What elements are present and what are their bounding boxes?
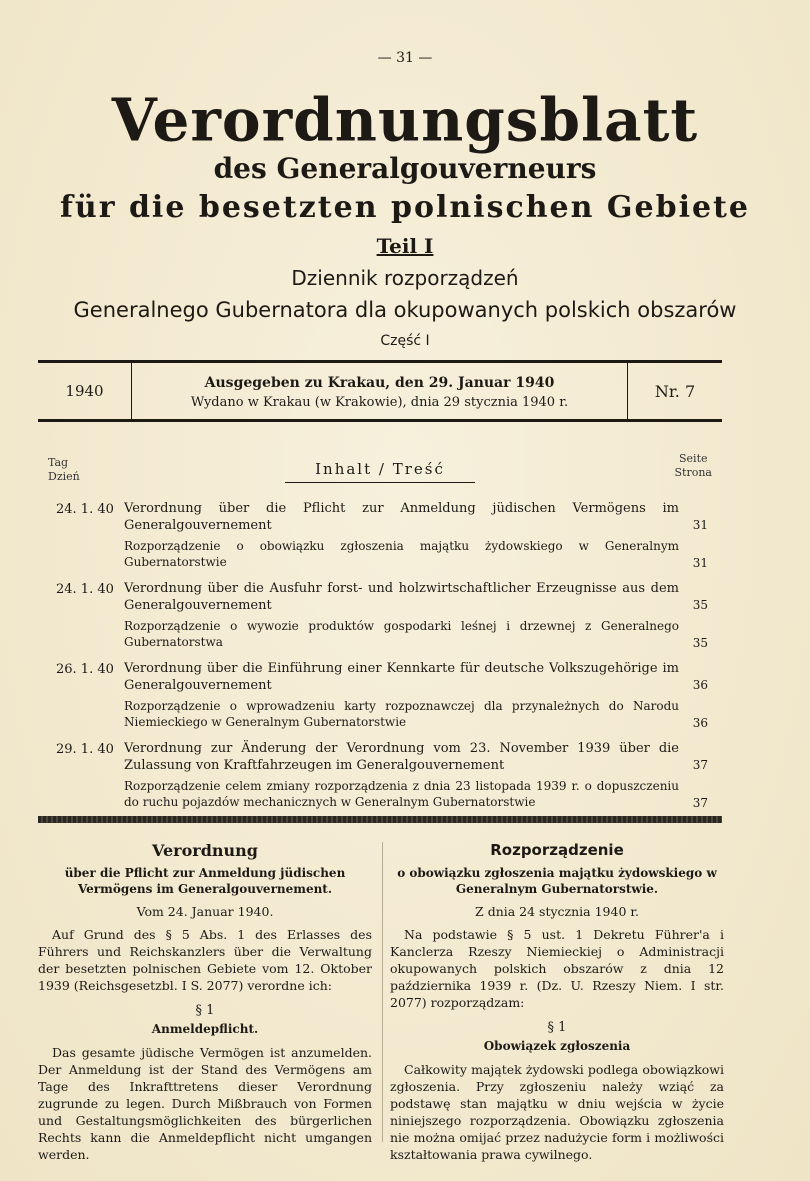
toc-entry-date: 24. 1. 40 <box>56 582 114 597</box>
toc-entry-polish: Rozporządzenie o obowiązku zgłoszenia majątku żydowskiego w Generalnym Gubernatorstwie <box>124 539 679 569</box>
toc-entry <box>38 660 722 740</box>
toc-entry <box>38 580 722 660</box>
toc-entry-german-page: 36 <box>692 678 708 692</box>
issue-number: Nr. 7 <box>654 381 696 401</box>
toc-entry-polish-page: 31 <box>692 556 708 570</box>
toc-entry-polish-page: 36 <box>692 716 708 730</box>
column-divider <box>382 842 383 1142</box>
table-of-contents <box>38 500 722 820</box>
toc-entry-german: Verordnung zur Änderung der Verordnung vom 23. November 1939 über die Zulassung von Kraftfahrzeugen im Generalgouvernement <box>124 741 679 773</box>
toc-entry-date: 29. 1. 40 <box>56 742 114 757</box>
german-decree-date: Vom 24. Januar 1940. <box>136 904 274 919</box>
toc-title: Inhalt / Treść <box>38 460 722 478</box>
toc-entry-german-page: 37 <box>692 758 708 772</box>
polish-decree-heading: Rozporządzenie <box>490 841 624 859</box>
german-decree-preamble: Auf Grund des § 5 Abs. 1 des Erlasses des Führers und Reichskanzlers über die Verwaltung der besetzten polnischen Gebiete vom 12. Oktober 1939 (Reichsgesetzbl. I S. 2077) verordne ich: <box>38 927 372 993</box>
polish-title: Dziennik rozporządzeń <box>291 266 519 290</box>
publication-subtitle-1: des Generalgouverneurs <box>213 152 597 185</box>
toc-entry <box>38 500 722 580</box>
german-section-body: Das gesamte jüdische Vermögen ist anzumelden. Der Anmeldung ist der Stand des Vermögens am Tage des Inkrafttretens dieser Verordnung zugrunde zu legen. Durch Mißbrauch von Formen und Gestaltungsmöglichkeiten des bürgerlichen Rechts kann die Anmeldepflicht nicht umgangen werden. <box>38 1045 372 1162</box>
toc-entry-polish-page: 35 <box>692 636 708 650</box>
toc-entry-polish: Rozporządzenie celem zmiany rozporządzenia z dnia 23 listopada 1939 r. o dopuszczeniu do ruchu pojazdów mechanicznych w Generalnym Gubernatorstwie <box>124 779 679 809</box>
toc-entry-date: 24. 1. 40 <box>56 502 114 517</box>
toc-entry-german-page: 35 <box>692 598 708 612</box>
polish-decree-subheading: o obowiązku zgłoszenia majątku żydowskiego w Generalnym Gubernatorstwie. <box>397 866 717 896</box>
german-column <box>38 842 372 1171</box>
issued-german: Ausgegeben zu Krakau, den 29. Januar 1940 <box>204 375 555 391</box>
toc-entry-german: Verordnung über die Pflicht zur Anmeldung jüdischen Vermögens im Generalgouvernement <box>124 501 679 533</box>
polish-section-number: § 1 <box>547 1020 567 1035</box>
publication-title: Verordnungsblatt <box>111 85 699 155</box>
toc-page-label: Seite Strona <box>674 452 712 479</box>
issue-info-box <box>38 360 722 422</box>
polish-section-body: Całkowity majątek żydowski podlega obowiązkowi zgłoszenia. Przy zgłoszeniu należy wziąć za podstawę stan majątku w dniu wejścia w życie niniejszego rozporządzenia. Obowiązku zgłoszenia nie można omijać przez nadużycie form i możliwości kształtowania prawa cywilnego. <box>390 1062 724 1162</box>
german-section-title: Anmeldepflicht. <box>151 1022 259 1036</box>
page-number: — 31 — <box>377 50 433 66</box>
toc-header <box>38 452 722 492</box>
issued-polish: Wydano w Krakau (w Krakowie), dnia 29 stycznia 1940 r. <box>190 395 569 410</box>
polish-subtitle: Generalnego Gubernatora dla okupowanych polskich obszarów <box>73 298 737 322</box>
issue-issued <box>132 363 628 419</box>
polish-column <box>390 842 724 1171</box>
german-section-number: § 1 <box>195 1003 215 1018</box>
toc-entry-german: Verordnung über die Ausfuhr forst- und holzwirtschaftlicher Erzeugnisse aus dem Generalgouvernement <box>124 581 679 613</box>
toc-entry-polish: Rozporządzenie o wprowadzeniu karty rozpoznawczej dla przynależnych do Narodu Niemieckiego w Generalnym Gubernatorstwie <box>124 699 679 729</box>
polish-section-title: Obowiązek zgłoszenia <box>483 1039 631 1053</box>
german-decree-heading: Verordnung <box>152 841 258 860</box>
issue-year: 1940 <box>38 363 132 419</box>
toc-date-label: Tag Dzień <box>48 456 80 483</box>
polish-decree-date: Z dnia 24 stycznia 1940 r. <box>475 904 639 919</box>
polish-part-label: Część I <box>380 333 430 349</box>
publication-subtitle-2: für die besetzten polnischen Gebiete <box>59 190 751 225</box>
polish-decree-preamble: Na podstawie § 5 ust. 1 Dekretu Führer'a i Kanclerza Rzeszy Niemieckiej o Administracji okupowanych polskich obszarów z dnia 12 października 1939 r. (Dz. U. Rzeszy Niem. I str. 2077) rozporządzam: <box>390 927 724 1010</box>
toc-entry-german: Verordnung über die Einführung einer Kennkarte für deutsche Volkszugehörige im Generalgouvernement <box>124 661 679 693</box>
toc-entry-german-page: 31 <box>692 518 708 532</box>
toc-entry-polish-page: 37 <box>692 796 708 810</box>
toc-entry-polish: Rozporządzenie o wywozie produktów gospodarki leśnej i drzewnej z Generalnego Gubernatorstwa <box>124 619 679 649</box>
part-label: Teil I <box>376 234 434 258</box>
toc-entry-date: 26. 1. 40 <box>56 662 114 677</box>
section-divider <box>38 816 722 823</box>
german-decree-subheading: über die Pflicht zur Anmeldung jüdischen Vermögens im Generalgouvernement. <box>64 866 346 896</box>
toc-entry <box>38 740 722 820</box>
